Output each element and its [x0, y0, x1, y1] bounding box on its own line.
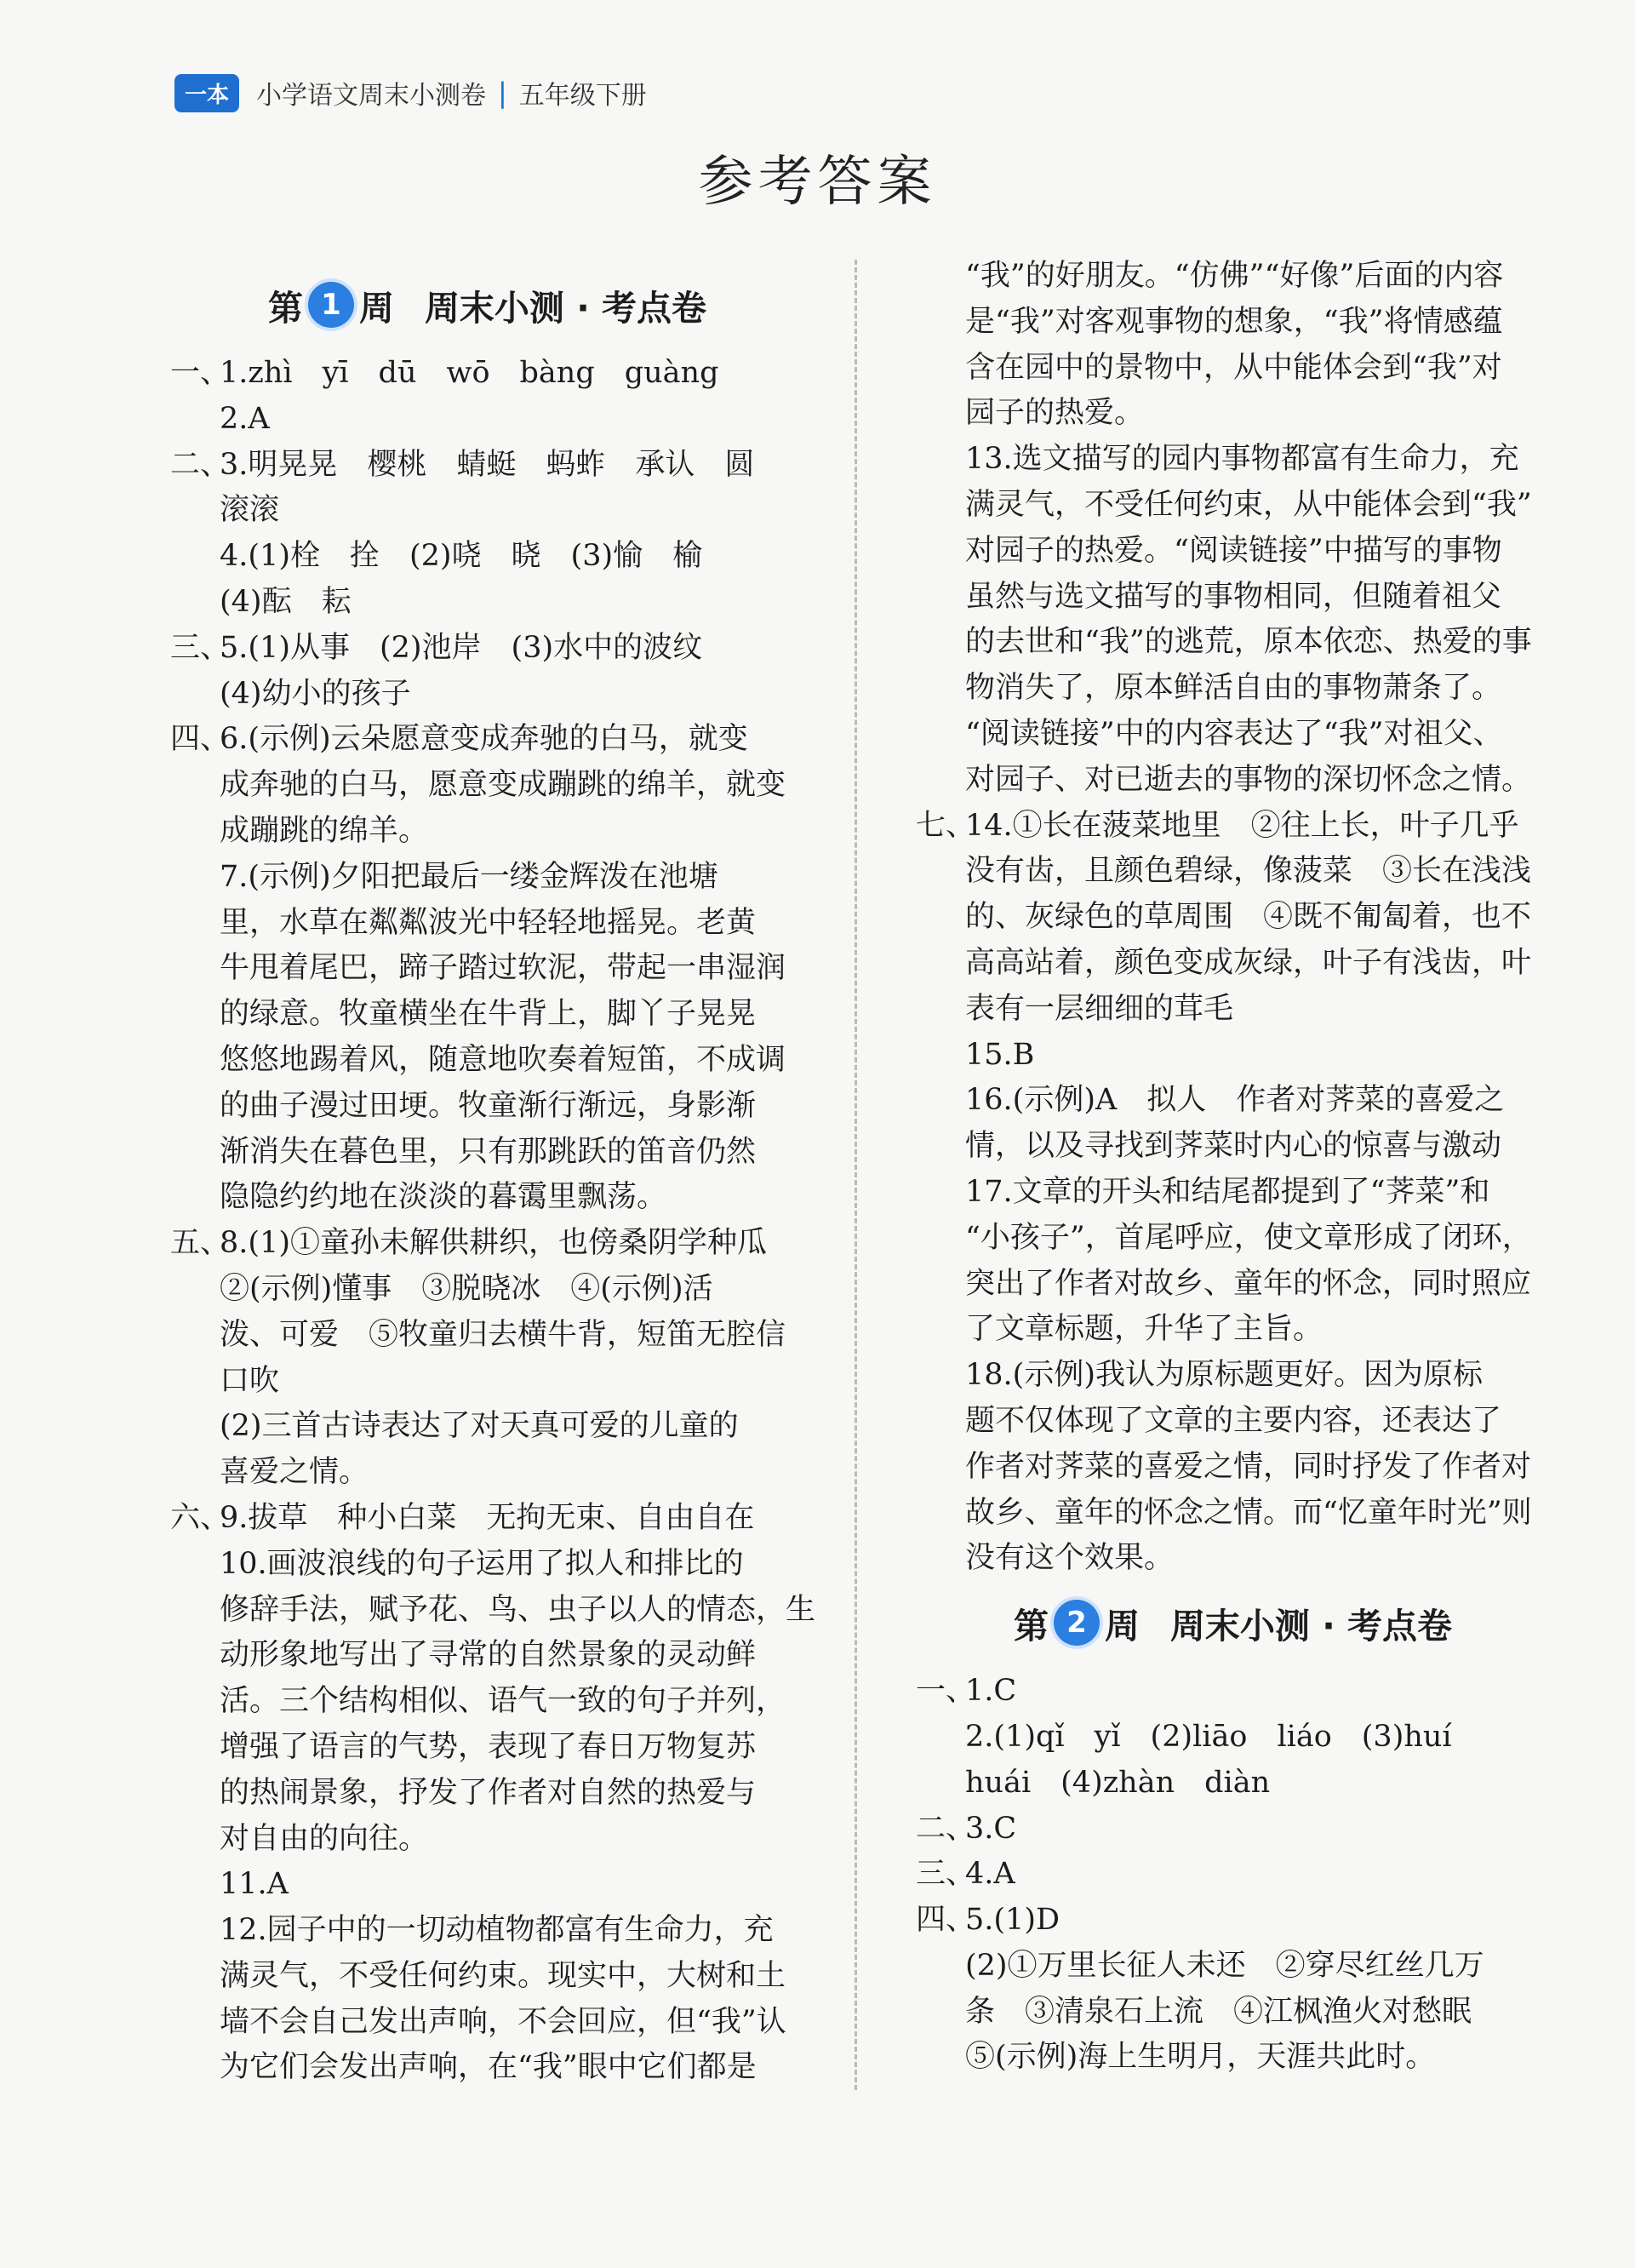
answer-line: 活。三个结构相似、语气一致的句子并列，	[220, 1684, 786, 1719]
answer-line: 对自由的向往。	[220, 1821, 429, 1856]
answer-line: 15.B	[965, 1037, 1035, 1072]
answer-line: ⑤(示例)海上生明月，天涯共此时。	[965, 2040, 1436, 2075]
answer-line: 的绿意。牧童横坐在牛背上，脚丫子晃晃	[220, 997, 757, 1032]
answer-line: 16.(示例)A 拟人 作者对荠菜的喜爱之	[965, 1083, 1505, 1118]
answer-line: 条 ③清泉石上流 ④江枫渔火对愁眠	[965, 1994, 1472, 2029]
answer-line: 的曲子漫过田埂。牧童渐行渐远，身影渐	[220, 1088, 757, 1123]
answer-line: 题不仅体现了文章的主要内容，还表达了	[965, 1403, 1502, 1438]
answer-line: (4)幼小的孩子	[220, 676, 411, 711]
section-label: 一、	[916, 1674, 976, 1709]
answer-line: “我”的好朋友。“仿佛”“好像”后面的内容	[965, 259, 1504, 293]
answer-line: 滚滚	[220, 493, 280, 528]
header-separator: |	[498, 77, 507, 109]
answer-line: 11.A	[220, 1867, 289, 1902]
answer-line: 六、9.拔草 种小白菜 无拘无束、自由自在	[170, 1496, 804, 1542]
week-1-heading: 第 1 周 周末小测 · 考点卷	[170, 271, 804, 339]
answer-line: 泼、可爱 ⑤牧童归去横牛背，短笛无腔信	[220, 1317, 786, 1352]
answer-line: 一、1.zhì yī dū wō bàng guàng	[170, 351, 804, 397]
answer-line: ②(示例)懂事 ③脱晓冰 ④(示例)活	[220, 1271, 713, 1306]
answer-line: 四、6.(示例)云朵愿意变成奔驰的白马，就变	[170, 717, 804, 763]
section-label: 五、	[170, 1226, 231, 1261]
answer-line: 成奔驰的白马，愿意变成蹦跳的绵羊，就变	[220, 768, 786, 803]
section-label: 四、	[170, 722, 231, 757]
answer-line: 为它们会发出声响，在“我”眼中它们都是	[220, 2050, 757, 2085]
answer-line: 满灵气，不受任何约束，从中能体会到“我”	[965, 487, 1532, 522]
left-column	[170, 264, 816, 2091]
answer-line: 渐消失在暮色里，只有那跳跃的笛音仍然	[220, 1134, 757, 1169]
answer-line: 是“我”对客观事物的想象，“我”将情感蕴	[965, 304, 1503, 339]
answer-line: 表有一层细细的茸毛	[965, 991, 1234, 1026]
answer-line: 突出了作者对故乡、童年的怀念，同时照应	[965, 1266, 1532, 1301]
section-label: 三、	[170, 630, 231, 665]
week-number-badge: 2	[1054, 1600, 1100, 1646]
section-label: 四、	[916, 1903, 976, 1938]
answer-line: 牛甩着尾巴，蹄子踏过软泥，带起一串湿润	[220, 951, 786, 986]
answer-line: 虽然与选文描写的事物相同，但随着祖父	[965, 579, 1502, 614]
answer-line: 修辞手法，赋予花、鸟、虫子以人的情态，生	[220, 1592, 816, 1627]
answer-line: “小孩子”，首尾呼应，使文章形成了闭环，	[965, 1220, 1532, 1255]
grade-label: 五年级下册	[518, 81, 647, 111]
answer-line: 了文章标题，升华了主旨。	[965, 1312, 1323, 1347]
answer-line: 高高站着，颜色变成灰绿，叶子有浅齿，叶	[965, 945, 1532, 980]
answer-line: 2.(1)qǐ yǐ (2)liāo liáo (3)huí	[965, 1719, 1452, 1754]
answer-line: “阅读链接”中的内容表达了“我”对祖父、	[965, 716, 1503, 751]
answer-line: (2)①万里长征人未还 ②穿尽红丝几万	[965, 1948, 1484, 1983]
section-label: 二、	[170, 447, 231, 482]
answer-line: 三、5.(1)从事 (2)池岸 (3)水中的波纹	[170, 626, 804, 672]
answer-line: (2)三首古诗表达了对天真可爱的儿童的	[220, 1409, 739, 1444]
answer-line: 情，以及寻找到荠菜时内心的惊喜与激动	[965, 1129, 1502, 1164]
answer-line: 满灵气，不受任何约束。现实中，大树和土	[220, 1958, 786, 1993]
answer-line: 10.画波浪线的句子运用了拟人和排比的	[220, 1546, 744, 1581]
answer-line: 园子的热爱。	[965, 396, 1145, 431]
answer-line: 动形象地写出了寻常的自然景象的灵动鲜	[220, 1638, 757, 1673]
column-divider	[855, 260, 857, 2090]
answer-line: 对园子的热爱。“阅读链接”中描写的事物	[965, 533, 1502, 568]
page-header	[174, 72, 647, 114]
answer-line: 七、14.①长在菠菜地里 ②往上长，叶子几乎	[916, 804, 1550, 850]
answer-line: 增强了语言的气势，表现了春日万物复苏	[220, 1729, 757, 1764]
series-title: 小学语文周末小测卷	[256, 81, 487, 111]
answer-line: 二、3.明晃晃 樱桃 蜻蜓 蚂蚱 承认 圆	[170, 443, 804, 489]
brand-logo: 一本	[174, 74, 239, 112]
answer-line: 的、灰绿色的草周围 ④既不匍匐着，也不	[965, 900, 1532, 935]
section-label: 三、	[916, 1857, 976, 1892]
answer-line: 口吹	[220, 1363, 280, 1398]
answer-line: 作者对荠菜的喜爱之情，同时抒发了作者对	[965, 1449, 1532, 1484]
answer-line: 悠悠地踢着风，随意地吹奏着短笛，不成调	[220, 1042, 786, 1077]
answer-line: (4)酝 耘	[220, 584, 352, 619]
section-label: 二、	[916, 1811, 976, 1846]
answer-line: 的热闹景象，抒发了作者对自然的热爱与	[220, 1775, 757, 1810]
answer-line: 2.A	[220, 401, 270, 436]
section-label: 七、	[916, 808, 976, 843]
answer-line: 没有这个效果。	[965, 1541, 1175, 1576]
answer-line: 对园子、对已逝去的事物的深切怀念之情。	[965, 762, 1532, 797]
answer-line: 故乡、童年的怀念之情。而“忆童年时光”则	[965, 1495, 1532, 1530]
answer-line: 墙不会自己发出声响，不会回应，但“我”认	[220, 2004, 786, 2039]
section-label: 一、	[170, 356, 231, 390]
answer-line: 13.选文描写的园内事物都富有生命力，充	[965, 442, 1519, 477]
answer-line: 成蹦跳的绵羊。	[220, 813, 429, 848]
week-number-badge: 1	[308, 282, 354, 328]
answer-line: 4.(1)栓 拴 (2)哓 晓 (3)愉 榆	[220, 539, 703, 574]
answer-line: huái (4)zhàn diàn	[965, 1765, 1271, 1800]
answer-line: 四、5.(1)D	[916, 1898, 1550, 1944]
answer-line: 12.园子中的一切动植物都富有生命力，充	[220, 1913, 774, 1948]
answer-line: 17.文章的开头和结尾都提到了“荠菜”和	[965, 1174, 1490, 1209]
answer-line: 三、4.A	[916, 1852, 1550, 1898]
answer-line: 含在园中的景物中，从中能体会到“我”对	[965, 350, 1502, 385]
answer-line: 一、1.C	[916, 1669, 1550, 1715]
answer-line: 18.(示例)我认为原标题更好。因为原标	[965, 1358, 1483, 1393]
section-label: 六、	[170, 1500, 231, 1535]
answer-line: 的去世和“我”的逃荒，原本依恋、热爱的事	[965, 625, 1532, 660]
week-2-heading: 第 2 周 周末小测 · 考点卷	[916, 1589, 1550, 1657]
answer-line: 7.(示例)夕阳把最后一缕金辉泼在池塘	[220, 859, 718, 894]
answer-line: 里，水草在粼粼波光中轻轻地摇晃。老黄	[220, 905, 757, 940]
answer-line: 二、3.C	[916, 1807, 1550, 1853]
answer-line: 没有齿，且颜色碧绿，像菠菜 ③长在浅浅	[965, 854, 1532, 889]
answer-line: 喜爱之情。	[220, 1455, 369, 1490]
answer-line: 隐隐约约地在淡淡的暮霭里飘荡。	[220, 1180, 667, 1215]
answer-line: 物消失了，原本鲜活自由的事物萧条了。	[965, 671, 1502, 706]
page-title: 参考答案	[698, 151, 937, 214]
right-column	[916, 254, 1550, 2081]
answer-line: 五、8.(1)①童孙未解供耕织，也傍桑阴学种瓜	[170, 1221, 804, 1267]
